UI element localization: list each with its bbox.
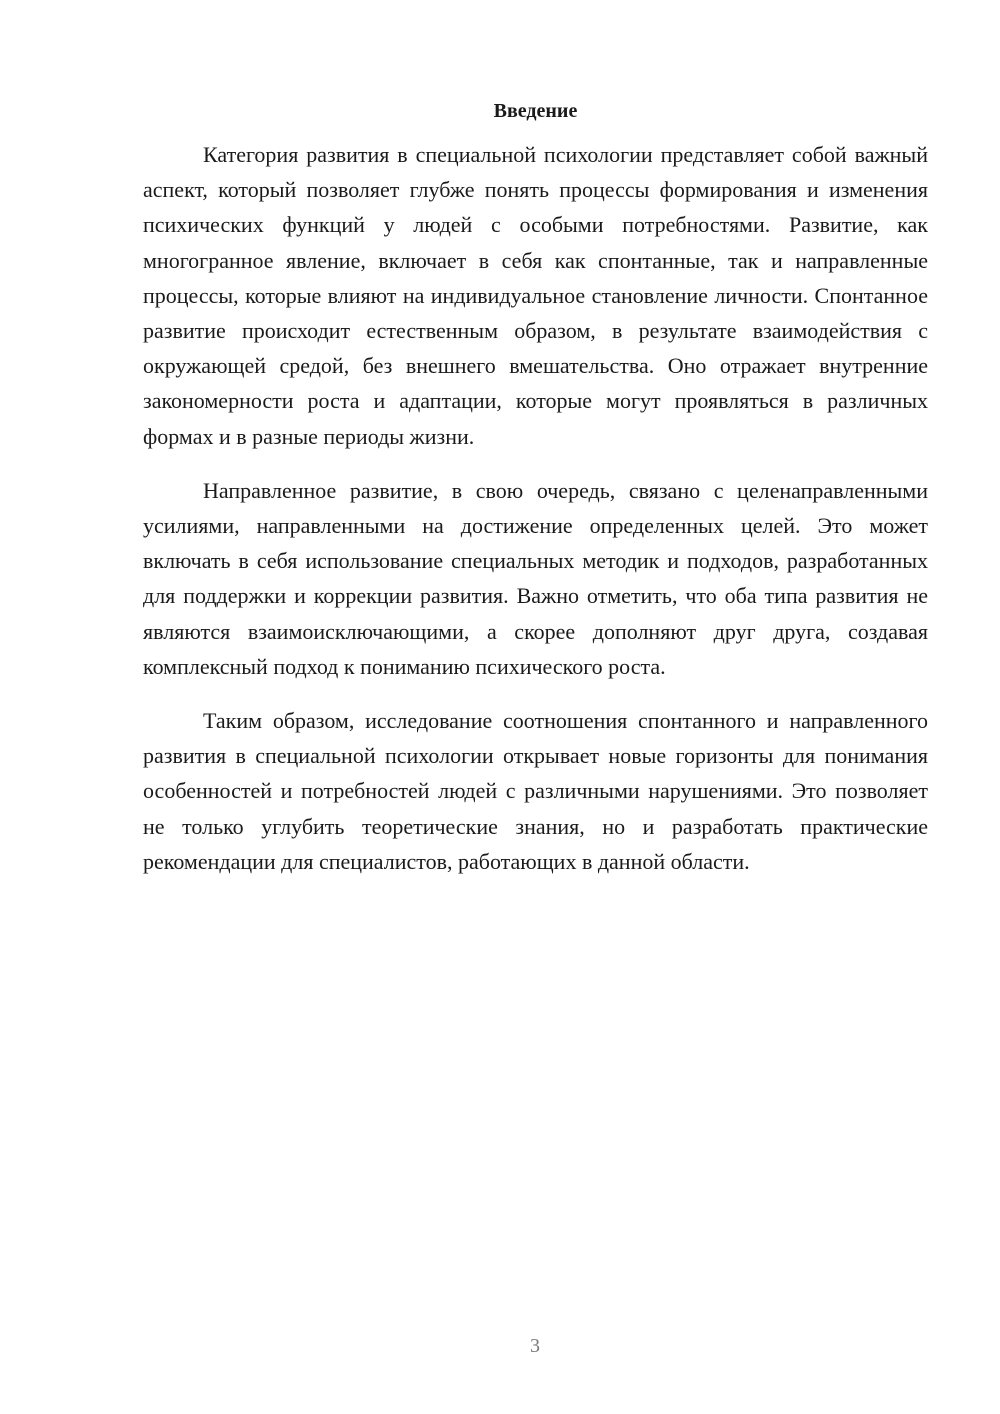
section-heading: Введение bbox=[493, 100, 578, 122]
page-content bbox=[143, 97, 928, 898]
page-number: 3 bbox=[530, 1335, 540, 1357]
paragraph-3: Таким образом, исследование соотношения спонтанного и направленного развития в специальной психологии открывает новые горизонты для понимания особенностей и потребностей людей с различными нарушениями. Это позволяет не только углубить теоретические знания, но и разработать практические рекомендации для специалистов, работающих в данной области. bbox=[143, 708, 928, 874]
paragraph-1: Категория развития в специальной психологии представляет собой важный аспект, который позволяет глубже понять процессы формирования и изменения психических функций у людей с особыми потребностями. Развитие, как многогранное явление, включает в себя как спонтанные, так и направленные процессы, которые влияют на индивидуальное становление личности. Спонтанное развитие происходит естественным образом, в результате взаимодействия с окружающей средой, без внешнего вмешательства. Оно отражает внутренние закономерности роста и адаптации, которые могут проявляться в различных формах и в разные периоды жизни. bbox=[143, 142, 928, 449]
paragraph-2: Направленное развитие, в свою очередь, связано с целенаправленными усилиями, направленными на достижение определенных целей. Это может включать в себя использование специальных методик и подходов, разработанных для поддержки и коррекции развития. Важно отметить, что оба типа развития не являются взаимоисключающими, а скорее дополняют друг друга, создавая комплексный подход к пониманию психического роста. bbox=[143, 477, 928, 679]
